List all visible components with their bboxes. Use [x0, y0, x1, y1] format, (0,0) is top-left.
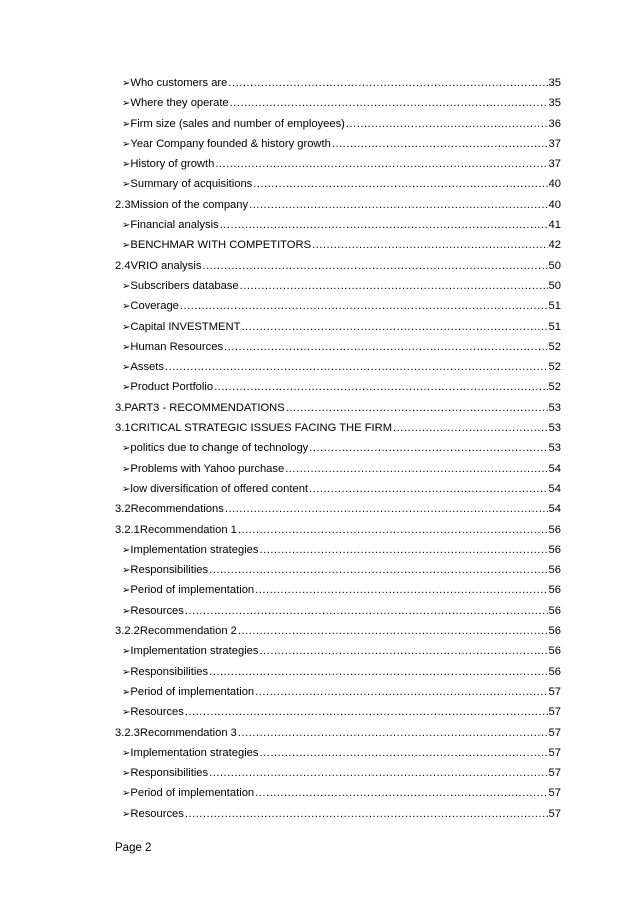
- toc-page-number: 57: [548, 685, 561, 698]
- dot-leader: [224, 337, 548, 357]
- toc-entry-title: Problems with Yahoo purchase: [130, 462, 285, 475]
- toc-entry-title: Human Resources: [130, 340, 224, 353]
- toc-entry-title: Where they operate: [130, 97, 229, 110]
- toc-entry-title: Capital INVESTMENT: [130, 320, 241, 333]
- toc-page-number: 56: [548, 523, 561, 536]
- dot-leader: [285, 459, 547, 479]
- dot-leader: [238, 520, 548, 540]
- toc-section-number: 3.1: [115, 422, 131, 435]
- toc-section-number: 3.2.3: [115, 726, 140, 739]
- dot-leader: [241, 317, 547, 337]
- toc-entry-title: PART3 - RECOMMENDATIONS: [124, 401, 285, 414]
- toc-section-number: 2.3: [115, 198, 131, 211]
- arrow-bullet-icon: ➢: [122, 707, 131, 719]
- arrow-bullet-icon: ➢: [122, 646, 131, 658]
- toc-entry-title: Implementation strategies: [130, 746, 259, 759]
- toc-page-number: 51: [548, 300, 561, 313]
- toc-entry-title: BENCHMAR WITH COMPETITORS: [130, 239, 312, 252]
- arrow-bullet-icon: ➢: [122, 98, 131, 110]
- toc-bullet-entry[interactable]: [115, 215, 561, 235]
- toc-section-entry[interactable]: [115, 621, 561, 641]
- toc-bullet-entry[interactable]: [115, 337, 561, 357]
- toc-bullet-entry[interactable]: [115, 804, 561, 824]
- dot-leader: [286, 398, 548, 418]
- toc-page-number: 57: [548, 807, 561, 820]
- arrow-bullet-icon: ➢: [122, 78, 131, 89]
- toc-section-number: 3.: [115, 401, 125, 414]
- toc-bullet-entry[interactable]: [115, 560, 561, 580]
- toc-page-number: 56: [548, 625, 561, 638]
- toc-page-number: 54: [548, 503, 561, 516]
- toc-entry-title: Responsibilities: [130, 665, 209, 678]
- toc-entry-title: VRIO analysis: [130, 259, 202, 272]
- toc-section-entry[interactable]: [115, 195, 561, 215]
- toc-bullet-entry[interactable]: [115, 459, 561, 479]
- toc-bullet-entry[interactable]: [115, 317, 561, 337]
- toc-bullet-entry[interactable]: [115, 763, 561, 783]
- toc-page-number: 57: [548, 767, 561, 780]
- toc-bullet-entry[interactable]: [115, 702, 561, 722]
- toc-entry-title: Period of implementation: [130, 685, 255, 698]
- arrow-bullet-icon: ➢: [122, 788, 131, 800]
- dot-leader: [180, 296, 548, 316]
- toc-section-number: 2.4: [115, 259, 131, 272]
- toc-entry-title: Subscribers database: [130, 279, 239, 292]
- dot-leader: [185, 804, 548, 824]
- arrow-bullet-icon: ➢: [122, 220, 131, 232]
- toc-section-entry[interactable]: [115, 499, 561, 519]
- arrow-bullet-icon: ➢: [122, 768, 131, 780]
- toc-page-number: 37: [548, 137, 561, 150]
- arrow-bullet-icon: ➢: [122, 666, 131, 678]
- toc-page-number: 54: [548, 462, 561, 475]
- toc-page-number: 56: [548, 665, 561, 678]
- dot-leader: [185, 702, 548, 722]
- toc-page-number: 52: [548, 381, 561, 394]
- dot-leader: [165, 357, 548, 377]
- dot-leader: [214, 377, 547, 397]
- arrow-bullet-icon: ➢: [122, 138, 131, 150]
- toc-page-number: 35: [548, 97, 561, 110]
- toc-entry-title: Summary of acquisitions: [130, 178, 253, 191]
- arrow-bullet-icon: ➢: [122, 382, 131, 394]
- toc-entry-title: Firm size (sales and number of employees): [130, 117, 345, 130]
- toc-bullet-entry[interactable]: [115, 540, 561, 560]
- dot-leader: [238, 723, 548, 743]
- dot-leader: [309, 479, 548, 499]
- toc-section-number: 3.2.1: [115, 523, 140, 536]
- toc-bullet-entry[interactable]: [115, 134, 561, 154]
- toc-section-entry[interactable]: [115, 256, 561, 276]
- dot-leader: [253, 174, 547, 194]
- toc-entry-title: Recommendation 2: [139, 625, 237, 638]
- dot-leader: [260, 540, 548, 560]
- toc-bullet-entry[interactable]: [115, 93, 561, 113]
- toc-page-number: 54: [548, 482, 561, 495]
- toc-entry-title: Implementation strategies: [130, 543, 259, 556]
- arrow-bullet-icon: ➢: [122, 301, 131, 313]
- toc-bullet-entry[interactable]: [115, 296, 561, 316]
- toc-bullet-entry[interactable]: [115, 479, 561, 499]
- toc-page-number: 50: [548, 259, 561, 272]
- toc-entry-title: Resources: [130, 706, 184, 719]
- arrow-bullet-icon: ➢: [122, 118, 131, 130]
- toc-page-number: 53: [548, 422, 561, 435]
- arrow-bullet-icon: ➢: [122, 280, 131, 292]
- toc-page-number: 37: [548, 158, 561, 171]
- toc-section-entry[interactable]: [115, 398, 561, 418]
- table-of-contents: [115, 73, 561, 824]
- arrow-bullet-icon: ➢: [122, 240, 131, 252]
- toc-section-entry[interactable]: [115, 520, 561, 540]
- toc-page-number: 56: [548, 564, 561, 577]
- dot-leader: [255, 682, 547, 702]
- toc-section-entry[interactable]: [115, 723, 561, 743]
- toc-bullet-entry[interactable]: [115, 357, 561, 377]
- dot-leader: [230, 93, 548, 113]
- toc-page-number: 50: [548, 279, 561, 292]
- toc-entry-title: politics due to change of technology: [130, 442, 309, 455]
- toc-page-number: 36: [548, 117, 561, 130]
- toc-page-number: 56: [548, 604, 561, 617]
- dot-leader: [185, 601, 548, 621]
- toc-bullet-entry[interactable]: [115, 276, 561, 296]
- toc-entry-title: Recommendations: [130, 503, 224, 516]
- arrow-bullet-icon: ➢: [122, 565, 131, 577]
- arrow-bullet-icon: ➢: [122, 463, 131, 475]
- toc-bullet-entry[interactable]: [115, 641, 561, 661]
- toc-bullet-entry[interactable]: [115, 174, 561, 194]
- toc-entry-title: Year Company founded & history growth: [130, 137, 331, 150]
- toc-page-number: 41: [548, 219, 561, 232]
- arrow-bullet-icon: ➢: [122, 443, 131, 455]
- dot-leader: [312, 235, 547, 255]
- toc-entry-title: History of growth: [130, 158, 215, 171]
- toc-entry-title: Financial analysis: [130, 219, 219, 232]
- toc-entry-title: Resources: [130, 807, 184, 820]
- toc-bullet-entry[interactable]: [115, 114, 561, 134]
- dot-leader: [209, 662, 547, 682]
- dot-leader: [260, 743, 548, 763]
- toc-page-number: 40: [548, 198, 561, 211]
- toc-entry-title: Period of implementation: [130, 584, 255, 597]
- toc-bullet-entry[interactable]: [115, 662, 561, 682]
- dot-leader: [309, 438, 547, 458]
- arrow-bullet-icon: ➢: [122, 544, 131, 556]
- toc-page-number: 57: [548, 726, 561, 739]
- toc-bullet-entry[interactable]: [115, 377, 561, 397]
- arrow-bullet-icon: ➢: [122, 159, 131, 171]
- toc-entry-title: Assets: [130, 361, 164, 374]
- toc-bullet-entry[interactable]: [115, 73, 561, 93]
- toc-page-number: 57: [548, 787, 561, 800]
- toc-section-number: 3.2: [115, 503, 131, 516]
- toc-entry-title: Recommendation 3: [139, 726, 237, 739]
- arrow-bullet-icon: ➢: [122, 808, 131, 820]
- toc-entry-title: Responsibilities: [130, 767, 209, 780]
- toc-section-number: 3.2.2: [115, 625, 140, 638]
- toc-bullet-entry[interactable]: [115, 743, 561, 763]
- arrow-bullet-icon: ➢: [122, 747, 131, 759]
- dot-leader: [255, 580, 547, 600]
- toc-page-number: 42: [548, 239, 561, 252]
- dot-leader: [209, 763, 547, 783]
- toc-page-number: 40: [548, 178, 561, 191]
- toc-page-number: 57: [548, 746, 561, 759]
- toc-page-number: 52: [548, 340, 561, 353]
- toc-entry-title: Responsibilities: [130, 564, 209, 577]
- dot-leader: [393, 418, 548, 438]
- arrow-bullet-icon: ➢: [122, 341, 131, 353]
- dot-leader: [209, 560, 547, 580]
- toc-page-number: 52: [548, 361, 561, 374]
- toc-entry-title: Recommendation 1: [139, 523, 237, 536]
- dot-leader: [260, 641, 548, 661]
- dot-leader: [240, 276, 548, 296]
- toc-page-number: 56: [548, 543, 561, 556]
- toc-bullet-entry[interactable]: [115, 601, 561, 621]
- dot-leader: [228, 73, 547, 93]
- toc-bullet-entry[interactable]: [115, 438, 561, 458]
- dot-leader: [332, 134, 548, 154]
- page-footer: Page 2: [115, 842, 152, 854]
- toc-page-number: 53: [548, 442, 561, 455]
- arrow-bullet-icon: ➢: [122, 483, 131, 495]
- toc-entry-title: Product Portfolio: [130, 381, 214, 394]
- toc-entry-title: Coverage: [130, 300, 179, 313]
- toc-bullet-entry[interactable]: [115, 783, 561, 803]
- toc-entry-title: Implementation strategies: [130, 645, 259, 658]
- toc-bullet-entry[interactable]: [115, 580, 561, 600]
- dot-leader: [225, 499, 548, 519]
- toc-page-number: 51: [548, 320, 561, 333]
- toc-page-number: 35: [548, 77, 561, 89]
- arrow-bullet-icon: ➢: [122, 605, 131, 617]
- dot-leader: [202, 256, 547, 276]
- arrow-bullet-icon: ➢: [122, 321, 131, 333]
- toc-page-number: 57: [548, 706, 561, 719]
- dot-leader: [238, 621, 548, 641]
- toc-bullet-entry[interactable]: [115, 154, 561, 174]
- toc-entry-title: low diversification of offered content: [130, 482, 309, 495]
- arrow-bullet-icon: ➢: [122, 179, 131, 191]
- toc-entry-title: Mission of the company: [130, 198, 249, 211]
- toc-section-entry[interactable]: [115, 418, 561, 438]
- toc-bullet-entry[interactable]: [115, 235, 561, 255]
- arrow-bullet-icon: ➢: [122, 585, 131, 597]
- toc-bullet-entry[interactable]: [115, 682, 561, 702]
- dot-leader: [255, 783, 547, 803]
- dot-leader: [346, 114, 548, 134]
- toc-entry-title: Who customers are: [130, 77, 228, 89]
- toc-entry-title: Period of implementation: [130, 787, 255, 800]
- toc-entry-title: Resources: [130, 604, 184, 617]
- toc-page-number: 56: [548, 584, 561, 597]
- toc-page-number: 56: [548, 645, 561, 658]
- dot-leader: [215, 154, 547, 174]
- toc-page-number: 53: [548, 401, 561, 414]
- toc-entry-title: CRITICAL STRATEGIC ISSUES FACING THE FIRM: [130, 422, 393, 435]
- dot-leader: [249, 195, 547, 215]
- dot-leader: [220, 215, 548, 235]
- arrow-bullet-icon: ➢: [122, 686, 131, 698]
- arrow-bullet-icon: ➢: [122, 362, 131, 374]
